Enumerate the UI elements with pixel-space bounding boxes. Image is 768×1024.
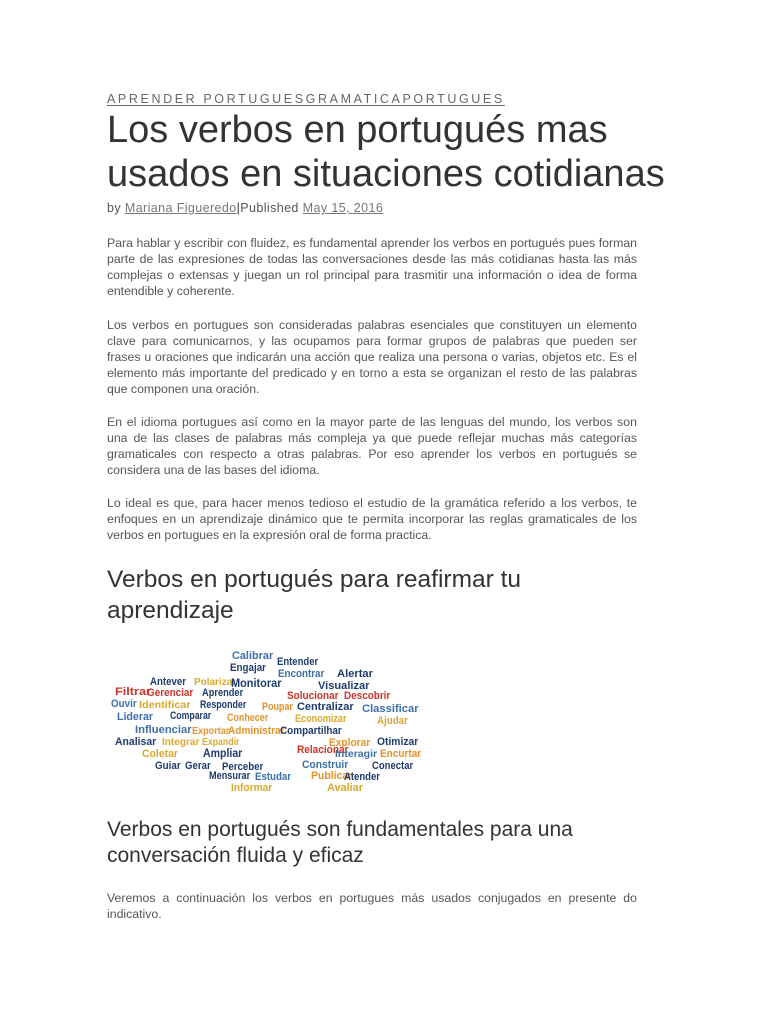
publish-date-link[interactable]: May 15, 2016 — [302, 201, 384, 215]
word-cloud-word: Estudar — [255, 771, 292, 783]
word-cloud-word: Gerar — [185, 760, 212, 772]
word-cloud-word: Conhecer — [227, 712, 269, 724]
word-cloud-word: Centralizar — [297, 701, 355, 713]
word-cloud-word: Aprender — [202, 687, 244, 699]
word-cloud-word: Encontrar — [278, 668, 325, 680]
word-cloud-word: Atender — [344, 771, 381, 783]
word-cloud-word: Classificar — [362, 703, 420, 715]
word-cloud-word: Interagir — [335, 749, 378, 760]
word-cloud-word: Descobrir — [344, 690, 391, 702]
paragraph-3: En el idioma portugues así como en la mayor parte de las lenguas del mundo, los verbos son una de las clases de palabras más compleja ya que puede reflejar muchas más categorías gramaticales con respecto a otras palabras. Por eso aprender los verbos en portugués se considera una de las bases del idioma. — [107, 415, 637, 477]
word-cloud-word: Coletar — [142, 748, 179, 760]
word-cloud-word: Filtrar — [115, 686, 152, 698]
word-cloud-word: Ampliar — [203, 746, 243, 760]
word-cloud-word: Informar — [231, 782, 273, 793]
word-cloud-word: Calibrar — [232, 650, 274, 662]
paragraph-1: Para hablar y escribir con fluidez, es fundamental aprender los verbos en portugués pues forman parte de las expresiones de todas las conversaciones desde las más cotidianas hasta las más complejas o extensas y juegan un rol principal para trasmitir una información o idea de forma entendible y coherente. — [107, 236, 637, 298]
word-cloud-word: Comparar — [170, 710, 212, 722]
verb-word-cloud-image — [107, 645, 437, 793]
byline-published: Published — [240, 201, 299, 215]
word-cloud-word: Explorar — [329, 737, 371, 749]
word-cloud-word: Ajudar — [377, 715, 409, 727]
word-cloud-word: Ouvir — [111, 698, 138, 710]
word-cloud-word: Solucionar — [287, 690, 340, 702]
word-cloud-word: Gerenciar — [147, 687, 194, 699]
byline-by: by — [107, 201, 122, 215]
category-links[interactable]: APRENDER PORTUGUESGRAMATICAPORTUGUES — [107, 92, 505, 106]
word-cloud-word: Visualizar — [318, 680, 371, 692]
section-heading-1: Verbos en portugués para reafirmar tu aprendizaje — [107, 566, 522, 624]
word-cloud-word: Monitorar — [231, 676, 282, 690]
author-link[interactable]: Mariana Figueredo — [124, 201, 237, 215]
word-cloud-word: Integrar — [162, 737, 200, 748]
word-cloud-word: Mensurar — [209, 770, 251, 782]
word-cloud-word: Entender — [277, 656, 319, 668]
word-cloud-word: Exportar — [192, 726, 230, 737]
word-cloud-word: Publicar — [311, 770, 353, 782]
word-cloud-word: Relacionar — [297, 744, 350, 756]
word-cloud-word: Conectar — [372, 760, 414, 772]
word-cloud-word: Liderar — [117, 711, 154, 723]
word-cloud-word: Responder — [200, 699, 247, 711]
closing-paragraph: Veremos a continuación los verbos en portugues más usados conjugados en presente do indicativo. — [107, 891, 637, 921]
section-heading-2: Verbos en portugués son fundamentales para una conversación fluida y eficaz — [107, 818, 573, 867]
word-cloud-word: Identificar — [139, 700, 191, 711]
word-cloud-word: Engajar — [230, 662, 267, 674]
article-title: Los verbos en portugués mas usados en situaciones cotidianas — [107, 109, 665, 195]
word-cloud-word: Poupar — [262, 701, 294, 713]
word-cloud-word: Expandir — [202, 737, 240, 748]
word-cloud-word: Alertar — [337, 668, 374, 680]
word-cloud-word: Antever — [150, 676, 187, 688]
word-cloud-word: Encurtar — [380, 748, 422, 760]
word-cloud-word: Perceber — [222, 761, 264, 773]
word-cloud-word: Construir — [302, 759, 349, 771]
word-cloud-word: Economizar — [295, 713, 348, 725]
byline-separator: | — [236, 201, 241, 215]
paragraph-2: Los verbos en portugues son consideradas palabras esenciales que constituyen un elemento clave para comunicarnos, y las ocupamos para formar grupos de palabras que pueden ser frases u oraciones que indicarán una acción que realiza una persona o varias, objetos etc. Es el elemento más importante del predicado y en torno a esta se organizan el resto de las palabras que componen una oración. — [107, 318, 637, 396]
word-cloud-word: Otimizar — [377, 736, 419, 748]
word-cloud-word: Compartilhar — [280, 725, 343, 737]
word-cloud-word: Guiar — [155, 760, 182, 772]
word-cloud-word: Analisar — [115, 736, 157, 748]
word-cloud-word: Polarizar — [194, 677, 237, 688]
word-cloud-word: Administrar — [228, 725, 286, 737]
paragraph-4: Lo ideal es que, para hacer menos tedioso el estudio de la gramática referido a los verbos, te enfoques en un aprendizaje dinámico que te permita incorporar las reglas gramaticales de los verbos en portugues en la expresión oral de forma practica. — [107, 496, 637, 542]
byline — [107, 201, 383, 215]
word-cloud-word: Influenciar — [135, 724, 193, 736]
word-cloud-word: Avaliar — [327, 782, 364, 793]
